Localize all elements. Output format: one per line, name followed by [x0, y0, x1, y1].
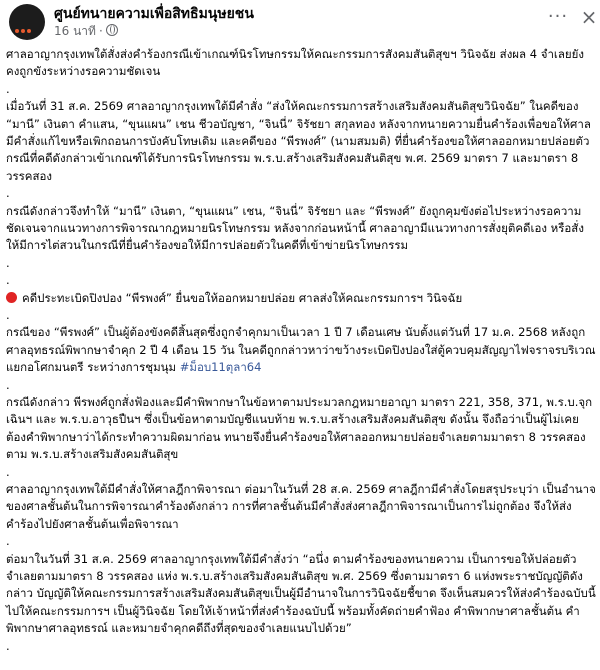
more-options-button[interactable]: ···	[547, 6, 569, 27]
page-name-link[interactable]: ศูนย์ทนายความเพื่อสิทธิมนุษยชน	[54, 6, 254, 22]
post-paragraph-6: กรณีดังกล่าว พีรพงศ์ถูกสั่งฟ้องและมีคำพิพากษาในข้อหาตามประมวลกฎหมายอาญา มาตรา 221, 358, 371, พ.ร.บ.จุกเฉินฯ และ พ.ร.บ.อาวุธปืนฯ ซึ่งเป็นข้อหาตามบัญชีแนบท้าย พ.ร.บ.สร้างเสริมสังคมสันติสุข ดังนั้น จึงถือว่าเป็นผู้ไม่เคยต้องคำพิพากษาว่าได้กระทำความผิดมาก่อน ทนายจึงยื่นคำร้องขอให้ศาลออกหมายปล่อยจำเลยตามมาตรา 8 วรรคสองตาม พ.ร.บ.สร้างเสริมสังคมสันติสุข	[6, 395, 593, 462]
post-paragraph-3: กรณีดังกล่าวจึงทำให้ “มานี” เงินตา, “ขุนแผน” เชน, “จินนี่” จิรัชยา และ “พีรพงศ์” ยังถูกคุมขังต่อไประหว่างรอความชัดเจนจากแนวทางการพิจารณากฎหมายนิรโทษกรรม หลังจากก่อนหน้านี้ ศาลอาญามีแนวทางการสั่งยุติคดีเอง หรือสั่งให้มีการไต่สวนในกรณีที่ยื่นคำร้องขอให้มีการปล่อยตัวในคดีที่เข้าข่ายนิรโทษกรรม	[6, 203, 584, 253]
dot-separator: .	[6, 377, 10, 392]
close-button[interactable]: ×	[580, 5, 598, 29]
post-timestamp[interactable]: 16 นาที	[54, 24, 96, 38]
post-subheading	[6, 290, 596, 307]
paragraph-5-text: กรณีของ “พีรพงศ์” เป็นผู้ต้องขังคดีสิ้นสุดซึ่งถูกจำคุกมาเป็นเวลา 1 ปี 7 เดือนเศษ นับตั้งแต่วันที่ 17 ม.ค. 2568 หลังถูกศาลอุทธรณ์พิพากษาจำคุก 2 ปี 4 เดือน 15 วัน ในคดีถูกกล่าวหาว่าขว้างระเบิดปิงปองใส่ตู้ควบคุมสัญญาไฟจราจรบริเวณแยกอโศกมนตรี ระหว่างการชุมนุม	[6, 325, 596, 375]
dot-separator: .	[6, 186, 10, 201]
page-avatar[interactable]	[9, 4, 45, 40]
dot-separator: .	[6, 534, 10, 549]
post-paragraph-8: ต่อมาในวันที่ 31 ส.ค. 2569 ศาลอาญากรุงเทพใต้มีคำสั่งว่า “อนึ่ง ตามคำร้องของทนายความ เป็นการขอให้ปล่อยตัวจำเลยตามมาตรา 8 วรรคสอง แห่ง พ.ร.บ.สร้างเสริมสังคมสันติสุข พ.ศ. 2569 ซึ่งตามมาตรา 6 แห่งพระราชบัญญัติดังกล่าว บัญญัติให้คณะกรรมการสร้างเสริมสังคมสันติสุขเป็นผู้มีอำนาจในการวินิจฉัยชี้ขาด จึงเห็นสมควรให้ส่งคำร้องฉบับนี้ไปให้คณะกรรมการฯ เป็นผู้วินิจฉัย โดยให้เจ้าหน้าที่ส่งคำร้องฉบับนี้ พร้อมทั้งคัดถ่ายคำฟ้อง คำพิพากษาศาลชั้นต้น คำพิพากษาศาลอุทธรณ์ และหมายจำคุกคดีถึงที่สุดของจำเลยแนบไปด้วย”	[6, 551, 596, 636]
meta-separator: ·	[98, 24, 103, 38]
post-paragraph-2: เมื่อวันที่ 31 ส.ค. 2569 ศาลอาญากรุงเทพใต้มีคำสั่ง “ส่งให้คณะกรรมการสร้างเสริมสังคมสันติสุขวินิจฉัย” ในคดีของ “มานี” เงินตา คำแสน, “ขุนแผน” เชน ชีวอบัญชา, “จินนี่” จิรัชยา สกุลทอง หลังจากทนายความยื่นคำร้องเพื่อขอให้ศาลมีคำสั่งแก้ไขหรือเพิกถอนการบังคับโทษเดิม และคดีของ “พีรพงศ์” (นามสมมติ) ที่ยื่นคำร้องขอให้ศาลออกหมายปล่อยตัว กรณีที่คดีดังกล่าวเข้าเกณฑ์ได้รับการนิรโทษกรรม พ.ร.บ.สร้างเสริมสังคมสันติสุข พ.ศ. 2569 มาตรา 7 และมาตรา 8 วรรคสอง	[6, 99, 594, 183]
dot-separator: .	[6, 638, 10, 653]
subheading-text: คดีประทะเบิดปิงปอง “พีรพงศ์” ยื่นขอให้ออกหมายปล่อย ศาลส่งให้คณะกรรมการฯ วินิจฉัย	[22, 290, 463, 305]
post-paragraph-5	[6, 324, 596, 376]
globe-icon	[106, 24, 118, 36]
red-circle-icon	[6, 292, 17, 303]
dot-separator: .	[6, 255, 10, 270]
post-paragraph-1: ศาลอาญากรุงเทพใต้สั่งส่งคำร้องกรณีเข้าเกณฑ์นิรโทษกรรมให้คณะกรรมการสังคมสันติสุขฯ วินิจฉัย ส่งผล 4 จำเลยยังคงถูกขังระหว่างรอความชัดเจน	[6, 47, 584, 79]
avatar-logo-icon	[15, 18, 39, 26]
dot-separator: .	[6, 273, 10, 288]
dot-separator: .	[6, 464, 10, 479]
hashtag-link[interactable]: #ม็อบ11ตุลา64	[179, 360, 262, 375]
post-meta	[54, 22, 118, 41]
dot-separator: .	[6, 81, 10, 96]
post-paragraph-7: ศาลอาญากรุงเทพใต้มีคำสั่งให้ศาลฎีกาพิจารณา ต่อมาในวันที่ 28 ส.ค. 2569 ศาลฎีกามีคำสั่งโดยสรุประบุว่า เป็นอำนาจของศาลชั้นต้นในการพิจารณาคำร้องดังกล่าว การที่ศาลชั้นต้นมีคำสั่งส่งศาลฎีกาพิจารณาเป็นการไม่ถูกต้อง จึงให้ส่งคำร้องไปยังศาลชั้นต้นเพื่อพิจารณา	[6, 482, 596, 531]
post-body	[6, 46, 596, 655]
post-header	[0, 0, 600, 46]
dot-separator: .	[6, 308, 10, 323]
